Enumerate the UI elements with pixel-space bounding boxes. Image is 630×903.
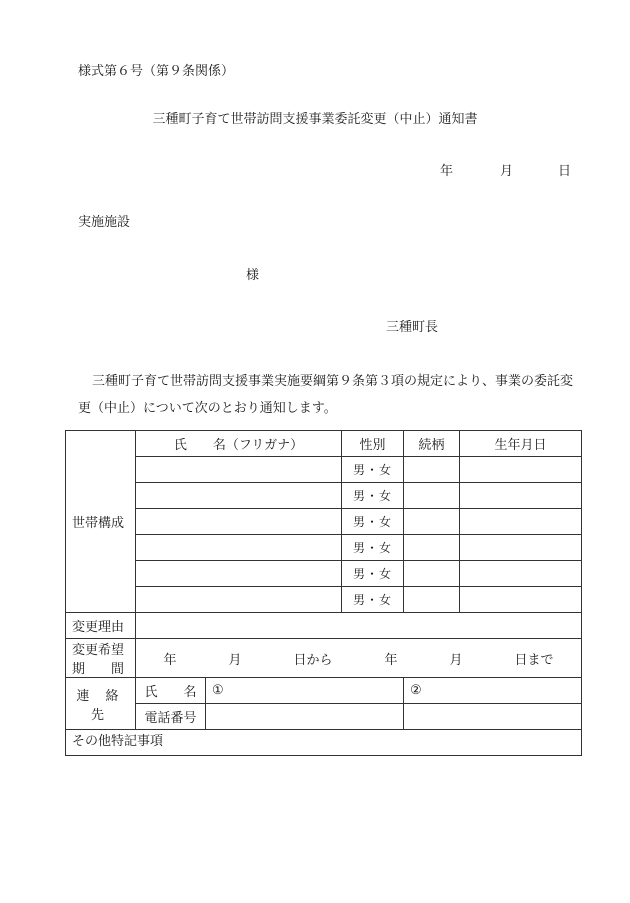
relation-cell[interactable]: [404, 535, 460, 561]
relation-cell[interactable]: [404, 483, 460, 509]
relation-cell[interactable]: [404, 509, 460, 535]
contact-label: 連 絡 先: [66, 678, 136, 730]
header-birthdate: 生年月日: [460, 431, 582, 457]
birthdate-cell[interactable]: [460, 509, 582, 535]
relation-cell[interactable]: [404, 561, 460, 587]
other-notes-field[interactable]: [66, 730, 582, 756]
honorific: 様: [246, 268, 260, 283]
contact-name-label: 氏 名: [136, 678, 206, 704]
date-day: 日: [558, 164, 572, 179]
period-label-line1: 変更希望: [72, 643, 125, 658]
change-reason-field[interactable]: [136, 613, 582, 639]
date-year: 年: [440, 164, 454, 179]
relation-cell[interactable]: [404, 457, 460, 483]
birthdate-cell[interactable]: [460, 457, 582, 483]
header-relation: 続柄: [404, 431, 460, 457]
household-label: 世帯構成: [66, 431, 136, 613]
member-name-cell[interactable]: [136, 587, 342, 613]
sex-option[interactable]: 男・女: [342, 561, 404, 587]
period-label: [66, 639, 136, 678]
sex-option[interactable]: 男・女: [342, 535, 404, 561]
contact-name-2[interactable]: ②: [404, 678, 582, 704]
recipient: 実施施設: [78, 215, 131, 230]
household-form-table: [65, 430, 582, 756]
table-row: [66, 483, 582, 509]
member-name-cell[interactable]: [136, 561, 342, 587]
table-row: [66, 509, 582, 535]
other-notes-label: その他特記事項: [72, 734, 164, 749]
body-text: 三種町子育て世帯訪問支援事業実施要綱第９条第３項の規定により、事業の委託変更（中止）について次のとおり通知します。: [78, 374, 574, 416]
contact-phone-label: 電話番号: [136, 704, 206, 730]
sex-option[interactable]: 男・女: [342, 509, 404, 535]
table-row: [66, 561, 582, 587]
birthdate-cell[interactable]: [460, 535, 582, 561]
header-sex: 性別: [342, 431, 404, 457]
contact-phone-2[interactable]: [404, 704, 582, 730]
sex-option[interactable]: 男・女: [342, 457, 404, 483]
date-month: 月: [500, 164, 514, 179]
sex-option[interactable]: 男・女: [342, 587, 404, 613]
birthdate-cell[interactable]: [460, 561, 582, 587]
table-row: [66, 535, 582, 561]
period-field[interactable]: 年 月 日から 年 月 日まで: [136, 639, 582, 678]
birthdate-cell[interactable]: [460, 483, 582, 509]
period-label-line2: 期 間: [72, 662, 125, 677]
member-name-cell[interactable]: [136, 509, 342, 535]
table-row: [66, 457, 582, 483]
relation-cell[interactable]: [404, 587, 460, 613]
sex-option[interactable]: 男・女: [342, 483, 404, 509]
member-name-cell[interactable]: [136, 535, 342, 561]
member-name-cell[interactable]: [136, 457, 342, 483]
birthdate-cell[interactable]: [460, 587, 582, 613]
contact-phone-1[interactable]: [206, 704, 404, 730]
member-name-cell[interactable]: [136, 483, 342, 509]
header-name: 氏 名（フリガナ）: [136, 431, 342, 457]
form-number: 様式第６号（第９条関係）: [78, 64, 235, 79]
sender: 三種町長: [386, 320, 439, 335]
change-reason-label: 変更理由: [66, 613, 136, 639]
table-row: [66, 587, 582, 613]
document-title: 三種町子育て世帯訪問支援事業委託変更（中止）通知書: [152, 112, 478, 127]
contact-name-1[interactable]: ①: [206, 678, 404, 704]
